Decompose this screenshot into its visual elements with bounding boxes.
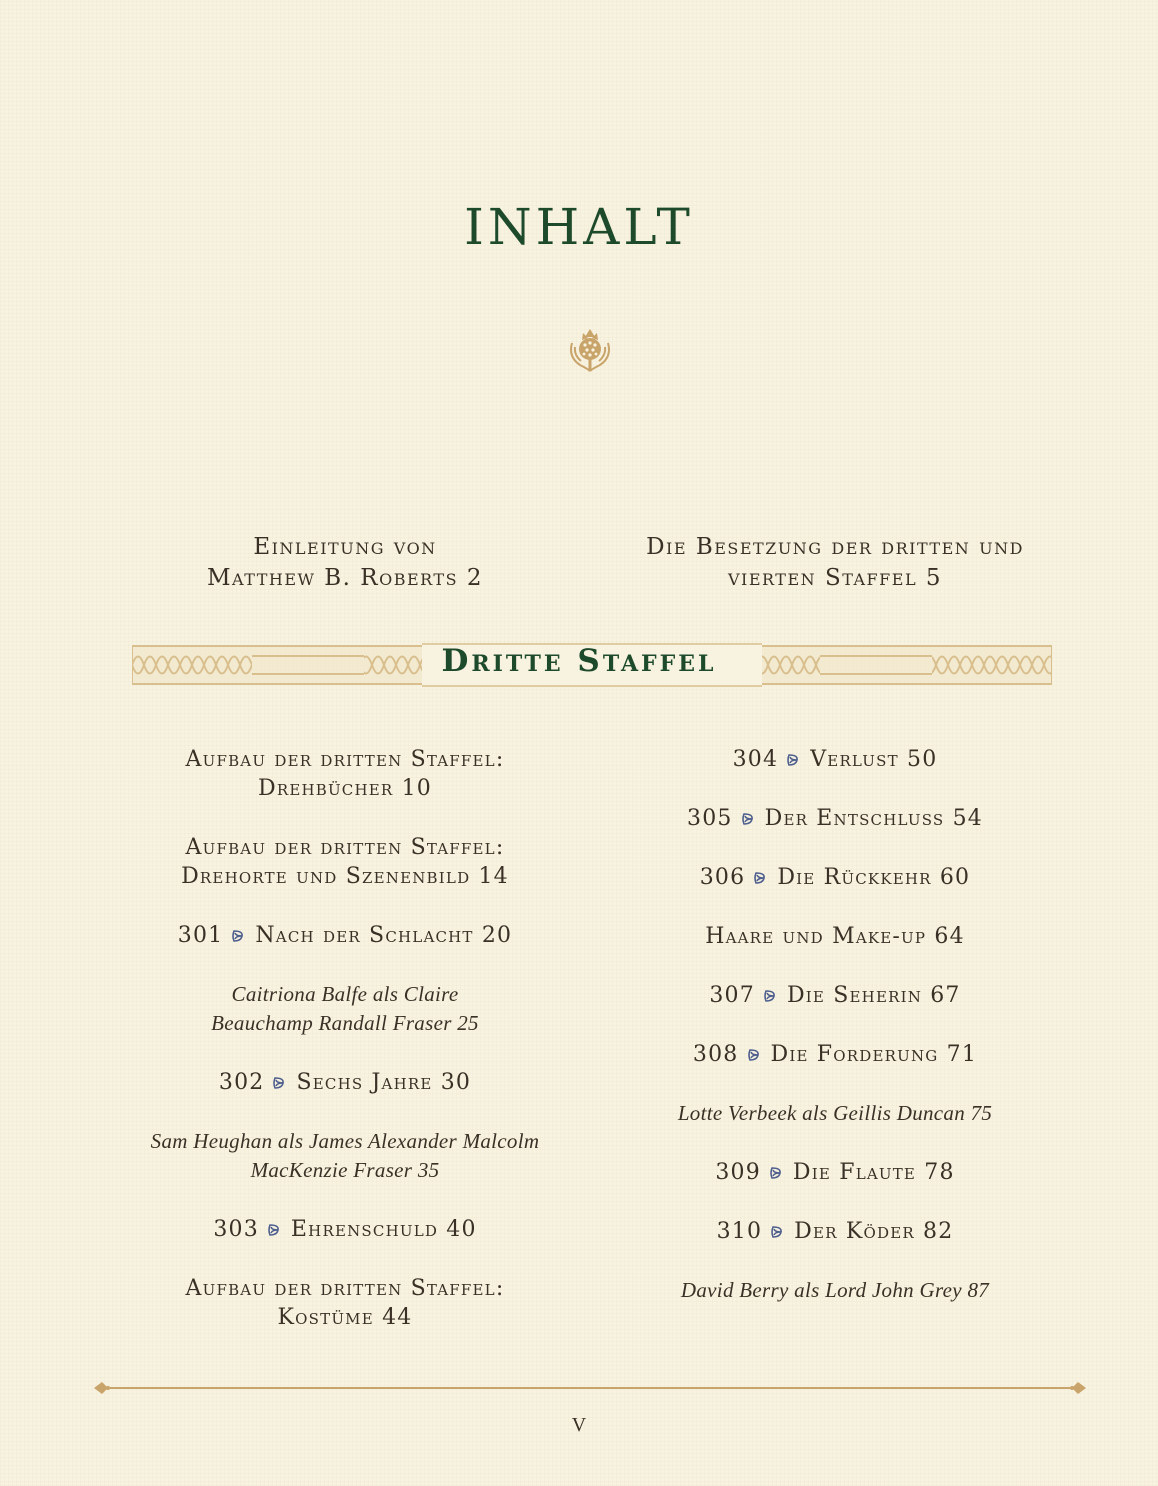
- episode-number: 301: [177, 923, 224, 948]
- celtic-knot-icon: [786, 753, 800, 767]
- toc-line: Beauchamp Randall Fraser 25: [211, 1011, 479, 1035]
- toc-entry[interactable]: [140, 921, 550, 950]
- toc-entry[interactable]: [630, 981, 1040, 1010]
- toc-entry[interactable]: [630, 745, 1040, 774]
- toc-entry[interactable]: [630, 863, 1040, 892]
- thistle-icon: [566, 325, 614, 375]
- toc-entry[interactable]: [630, 1099, 1040, 1128]
- toc-line: David Berry als Lord John Grey 87: [680, 1278, 990, 1302]
- episode-title: Der Köder 82: [794, 1219, 954, 1244]
- toc-entry[interactable]: [630, 804, 1040, 833]
- toc-left-column: [140, 745, 550, 1362]
- toc-entry[interactable]: [140, 1274, 550, 1332]
- episode-number: 307: [709, 983, 755, 1008]
- toc-line: Sam Heughan als James Alexander Malcolm: [150, 1129, 540, 1153]
- episode-number: 304: [732, 747, 779, 772]
- episode-title: Verlust 50: [810, 747, 938, 772]
- celtic-knot-icon: [763, 989, 777, 1003]
- toc-line: Aufbau der dritten Staffel:: [185, 1276, 505, 1301]
- celtic-knot-icon: [770, 1225, 784, 1239]
- toc-line: Matthew B. Roberts 2: [207, 565, 483, 591]
- toc-line: MacKenzie Fraser 35: [250, 1158, 440, 1182]
- toc-entry[interactable]: [630, 1217, 1040, 1246]
- episode-title: Sechs Jahre 30: [296, 1070, 472, 1095]
- toc-entry[interactable]: [140, 1068, 550, 1097]
- toc-line: Einleitung von: [253, 534, 437, 560]
- episode-number: 305: [687, 806, 733, 831]
- toc-entry[interactable]: [140, 833, 550, 891]
- toc-entry[interactable]: [140, 745, 550, 803]
- episode-title: Haare und Make-up 64: [705, 924, 965, 949]
- celtic-knot-icon: [272, 1076, 286, 1090]
- section-title: Dritte Staffel: [441, 643, 717, 679]
- celtic-knot-icon: [753, 871, 767, 885]
- episode-title: Die Seherin 67: [786, 983, 961, 1008]
- episode-number: 310: [716, 1219, 763, 1244]
- toc-line: Die Besetzung der dritten und: [646, 534, 1024, 560]
- toc-line: Kostüme 44: [277, 1305, 413, 1330]
- episode-title: Die Flaute 78: [792, 1160, 955, 1185]
- episode-number: 303: [213, 1217, 259, 1242]
- toc-entry[interactable]: [630, 1040, 1040, 1069]
- episode-title: Der Entschluss 54: [764, 806, 983, 831]
- celtic-knot-icon: [267, 1223, 281, 1237]
- episode-title: Die Rückkehr 60: [777, 865, 971, 890]
- toc-entry[interactable]: [630, 1276, 1040, 1305]
- toc-line: Lotte Verbeek als Geillis Duncan 75: [677, 1101, 993, 1125]
- toc-right-column: [630, 745, 1040, 1335]
- ornamental-rule: [92, 1378, 1088, 1398]
- celtic-knot-icon: [769, 1166, 783, 1180]
- toc-line: Aufbau der dritten Staffel:: [185, 835, 505, 860]
- episode-title: Nach der Schlacht 20: [255, 923, 513, 948]
- toc-entry[interactable]: [630, 1158, 1040, 1187]
- page-title: INHALT: [464, 198, 694, 256]
- page-number: V: [571, 1414, 587, 1436]
- intro-entry-right[interactable]: [620, 532, 1050, 594]
- episode-number: 302: [218, 1070, 265, 1095]
- celtic-knot-icon: [231, 929, 245, 943]
- toc-line: Drehorte und Szenenbild 14: [181, 864, 509, 889]
- toc-line: Caitriona Balfe als Claire: [231, 982, 459, 1006]
- intro-entry-left[interactable]: [160, 532, 530, 594]
- celtic-knot-icon: [741, 812, 755, 826]
- toc-line: Drehbücher 10: [257, 776, 433, 801]
- episode-title: Ehrenschuld 40: [290, 1217, 477, 1242]
- celtic-knot-icon: [747, 1048, 761, 1062]
- toc-entry[interactable]: [140, 980, 550, 1038]
- toc-line: vierten Staffel 5: [727, 565, 943, 591]
- toc-entry[interactable]: [140, 1127, 550, 1185]
- episode-title: Die Forderung 71: [770, 1042, 978, 1067]
- episode-number: 308: [692, 1042, 739, 1067]
- episode-number: 309: [715, 1160, 761, 1185]
- toc-line: Aufbau der dritten Staffel:: [185, 747, 505, 772]
- episode-number: 306: [699, 865, 746, 890]
- toc-entry[interactable]: [630, 922, 1040, 951]
- toc-entry[interactable]: [140, 1215, 550, 1244]
